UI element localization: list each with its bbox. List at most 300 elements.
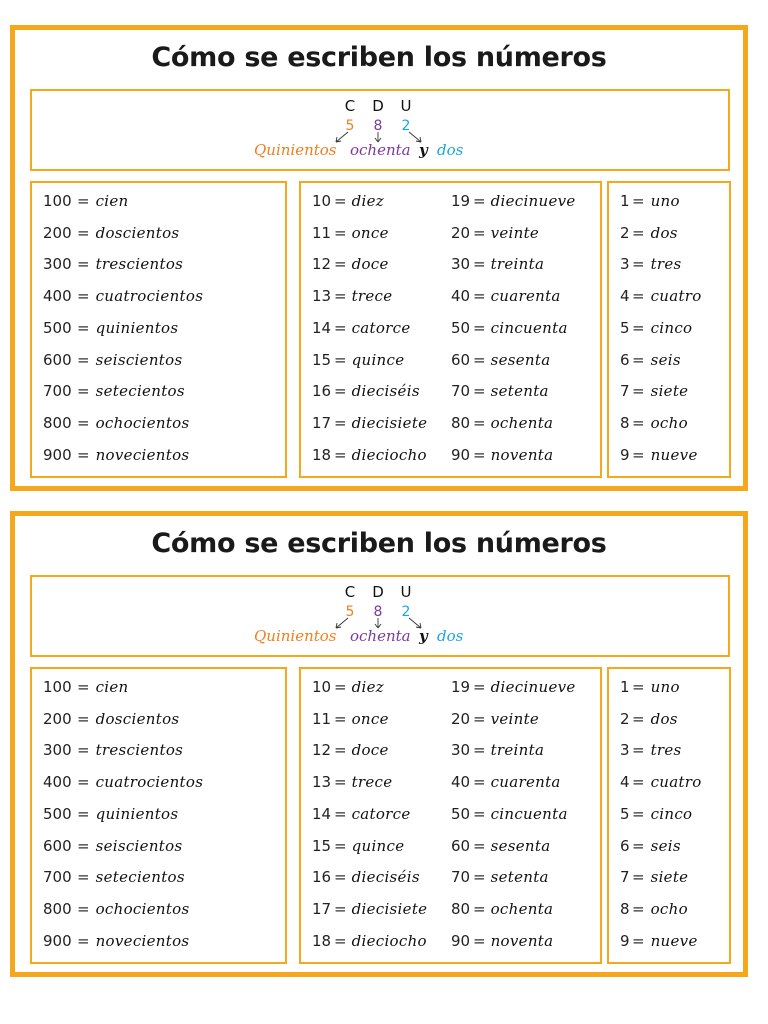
- number-word: ochocientos: [95, 899, 190, 918]
- number-value: 3: [620, 741, 630, 760]
- number-word: nueve: [650, 931, 698, 950]
- equals-sign: =: [473, 192, 486, 210]
- number-word: cuatro: [650, 287, 702, 306]
- number-word: siete: [650, 382, 689, 401]
- number-value: 1: [620, 192, 630, 210]
- equals-sign: =: [632, 223, 645, 242]
- number-row: [451, 191, 576, 211]
- number-row: [312, 413, 427, 433]
- number-value: 200: [43, 709, 72, 728]
- number-value: 15: [312, 350, 332, 369]
- number-value: 17: [312, 413, 332, 432]
- number-value: 700: [43, 382, 72, 401]
- equals-sign: =: [473, 931, 486, 950]
- equals-sign: =: [632, 931, 645, 950]
- number-word: seis: [650, 836, 681, 855]
- number-row: [451, 254, 544, 274]
- number-value: 500: [43, 804, 72, 823]
- number-word: ochenta: [490, 899, 554, 918]
- number-word: treinta: [490, 741, 545, 760]
- number-row: [312, 899, 427, 919]
- number-row: [451, 709, 539, 729]
- number-word: cuarenta: [490, 773, 561, 792]
- number-row: [620, 254, 682, 274]
- number-row: [43, 445, 189, 465]
- number-word: seis: [650, 350, 681, 369]
- equals-sign: =: [473, 741, 486, 760]
- equals-sign: =: [334, 709, 347, 728]
- number-value: 500: [43, 318, 72, 337]
- place-value-diagram: [32, 577, 728, 655]
- digit-units: 2: [401, 604, 411, 620]
- units-box: [607, 181, 731, 478]
- number-value: 2: [620, 223, 630, 242]
- number-row: [451, 931, 553, 951]
- number-row: [43, 740, 183, 760]
- number-word: dieciséis: [351, 868, 420, 887]
- number-row: [43, 772, 203, 792]
- number-value: 12: [312, 255, 332, 274]
- equals-sign: =: [632, 868, 645, 887]
- equals-sign: =: [473, 709, 486, 728]
- number-value: 13: [312, 287, 332, 306]
- word-hundreds: Quinientos: [254, 141, 337, 159]
- hundreds-box: [30, 181, 287, 478]
- number-word: sesenta: [490, 350, 551, 369]
- number-value: 90: [451, 931, 471, 950]
- equals-sign: =: [77, 868, 90, 887]
- number-word: dos: [650, 223, 678, 242]
- number-value: 11: [312, 223, 332, 242]
- equals-sign: =: [473, 413, 486, 432]
- number-word: doce: [351, 255, 389, 274]
- number-word: tres: [650, 741, 682, 760]
- equals-sign: =: [632, 709, 645, 728]
- equals-sign: =: [334, 192, 347, 210]
- number-row: [620, 350, 681, 370]
- equals-sign: =: [77, 413, 90, 432]
- number-word: cincuenta: [490, 318, 568, 337]
- number-row: [43, 867, 185, 887]
- equals-sign: =: [473, 318, 486, 337]
- number-word: diecisiete: [351, 413, 428, 432]
- equals-sign: =: [473, 899, 486, 918]
- number-value: 80: [451, 899, 471, 918]
- number-value: 60: [451, 350, 471, 369]
- number-value: 9: [620, 445, 630, 464]
- number-word: tres: [650, 255, 682, 274]
- equals-sign: =: [77, 709, 90, 728]
- equals-sign: =: [334, 255, 347, 274]
- equals-sign: =: [77, 192, 90, 210]
- number-value: 300: [43, 255, 72, 274]
- equals-sign: =: [473, 773, 486, 792]
- number-word: cinco: [650, 318, 693, 337]
- number-row: [43, 709, 179, 729]
- equals-sign: =: [473, 350, 486, 369]
- number-card: [10, 511, 748, 977]
- number-row: [43, 223, 179, 243]
- number-word: diez: [351, 678, 384, 696]
- number-word: catorce: [351, 804, 411, 823]
- number-word: once: [351, 223, 389, 242]
- number-value: 400: [43, 773, 72, 792]
- equals-sign: =: [632, 192, 645, 210]
- equals-sign: =: [77, 223, 90, 242]
- number-word: novecientos: [95, 445, 190, 464]
- number-value: 19: [451, 678, 471, 696]
- equals-sign: =: [77, 931, 90, 950]
- tens-box: [299, 181, 602, 478]
- number-row: [451, 286, 561, 306]
- number-word: doscientos: [95, 223, 180, 242]
- equals-sign: =: [334, 678, 347, 696]
- number-value: 1: [620, 678, 630, 696]
- number-word: trescientos: [95, 741, 184, 760]
- number-value: 40: [451, 773, 471, 792]
- number-word: ochenta: [490, 413, 554, 432]
- number-row: [451, 413, 553, 433]
- header-c: C: [344, 97, 356, 115]
- number-word: doscientos: [95, 709, 180, 728]
- number-value: 19: [451, 192, 471, 210]
- number-word: veinte: [490, 709, 540, 728]
- hundreds-box: [30, 667, 287, 964]
- number-value: 3: [620, 255, 630, 274]
- number-value: 18: [312, 931, 332, 950]
- equals-sign: =: [77, 773, 90, 792]
- number-row: [312, 867, 420, 887]
- place-value-example: [30, 89, 730, 171]
- number-word: cien: [95, 678, 129, 696]
- number-word: cien: [95, 192, 129, 210]
- equals-sign: =: [473, 868, 486, 887]
- word-hundreds: Quinientos: [254, 627, 337, 645]
- equals-sign: =: [334, 287, 347, 306]
- number-word: sesenta: [490, 836, 551, 855]
- number-value: 16: [312, 868, 332, 887]
- number-row: [620, 318, 692, 338]
- number-row: [312, 931, 427, 951]
- number-word: setecientos: [95, 868, 185, 887]
- number-value: 80: [451, 413, 471, 432]
- number-value: 800: [43, 413, 72, 432]
- equals-sign: =: [334, 804, 347, 823]
- number-row: [312, 677, 384, 697]
- equals-sign: =: [77, 741, 90, 760]
- number-row: [451, 381, 549, 401]
- number-row: [312, 191, 384, 211]
- header-u: U: [400, 97, 412, 115]
- equals-sign: =: [632, 255, 645, 274]
- number-row: [43, 286, 203, 306]
- number-word: nueve: [650, 445, 698, 464]
- equals-sign: =: [334, 899, 347, 918]
- number-value: 7: [620, 382, 630, 401]
- equals-sign: =: [77, 804, 90, 823]
- number-word: dieciocho: [351, 445, 427, 464]
- number-row: [312, 254, 389, 274]
- equals-sign: =: [632, 773, 645, 792]
- number-word: uno: [650, 192, 680, 210]
- number-row: [620, 223, 678, 243]
- equals-sign: =: [473, 287, 486, 306]
- number-word: diez: [351, 192, 384, 210]
- number-word: setecientos: [95, 382, 185, 401]
- number-row: [451, 677, 576, 697]
- number-word: quinientos: [95, 318, 179, 337]
- number-row: [312, 381, 420, 401]
- number-value: 4: [620, 287, 630, 306]
- number-word: dos: [650, 709, 678, 728]
- number-row: [620, 677, 680, 697]
- equals-sign: =: [334, 836, 347, 855]
- number-value: 4: [620, 773, 630, 792]
- number-row: [620, 286, 702, 306]
- equals-sign: =: [77, 382, 90, 401]
- number-row: [620, 867, 688, 887]
- number-value: 300: [43, 741, 72, 760]
- number-value: 30: [451, 255, 471, 274]
- digit-hundreds: 5: [345, 604, 355, 620]
- number-row: [43, 931, 189, 951]
- number-row: [451, 740, 544, 760]
- number-word: diecisiete: [351, 899, 428, 918]
- number-row: [43, 899, 190, 919]
- card-title: Cómo se escriben los números: [151, 42, 607, 73]
- number-word: trece: [351, 773, 393, 792]
- number-value: 70: [451, 382, 471, 401]
- equals-sign: =: [632, 382, 645, 401]
- number-word: seiscientos: [95, 350, 183, 369]
- number-word: quinientos: [95, 804, 179, 823]
- number-value: 40: [451, 287, 471, 306]
- number-row: [43, 254, 183, 274]
- equals-sign: =: [632, 836, 645, 855]
- equals-sign: =: [334, 350, 347, 369]
- number-value: 600: [43, 350, 72, 369]
- equals-sign: =: [473, 836, 486, 855]
- number-value: 200: [43, 223, 72, 242]
- number-word: siete: [650, 868, 689, 887]
- number-value: 17: [312, 899, 332, 918]
- equals-sign: =: [334, 741, 347, 760]
- number-value: 13: [312, 773, 332, 792]
- number-row: [43, 677, 129, 697]
- equals-sign: =: [632, 413, 645, 432]
- number-row: [620, 931, 698, 951]
- number-word: ocho: [650, 413, 688, 432]
- equals-sign: =: [632, 350, 645, 369]
- number-value: 20: [451, 709, 471, 728]
- number-value: 20: [451, 223, 471, 242]
- number-value: 50: [451, 318, 471, 337]
- number-word: quince: [351, 350, 405, 369]
- number-value: 10: [312, 192, 332, 210]
- equals-sign: =: [334, 413, 347, 432]
- number-row: [312, 318, 411, 338]
- number-word: seiscientos: [95, 836, 183, 855]
- number-row: [620, 445, 698, 465]
- word-units: dos: [437, 141, 464, 159]
- number-row: [312, 709, 389, 729]
- number-word: noventa: [490, 931, 554, 950]
- number-word: noventa: [490, 445, 554, 464]
- header-c: C: [344, 583, 356, 601]
- word-y: y: [419, 627, 428, 645]
- equals-sign: =: [473, 382, 486, 401]
- number-word: cuatro: [650, 773, 702, 792]
- number-value: 400: [43, 287, 72, 306]
- number-value: 5: [620, 318, 630, 337]
- tens-box: [299, 667, 602, 964]
- equals-sign: =: [77, 350, 90, 369]
- equals-sign: =: [334, 445, 347, 464]
- number-word: setenta: [490, 382, 549, 401]
- card-title: Cómo se escriben los números: [151, 528, 607, 559]
- equals-sign: =: [632, 318, 645, 337]
- equals-sign: =: [77, 899, 90, 918]
- number-word: dieciséis: [351, 382, 420, 401]
- equals-sign: =: [473, 255, 486, 274]
- number-row: [43, 381, 185, 401]
- number-row: [451, 445, 553, 465]
- equals-sign: =: [473, 445, 486, 464]
- equals-sign: =: [77, 445, 90, 464]
- word-tens: ochenta: [350, 141, 411, 159]
- number-value: 8: [620, 899, 630, 918]
- number-row: [620, 804, 692, 824]
- number-card: [10, 25, 748, 491]
- equals-sign: =: [334, 223, 347, 242]
- number-value: 15: [312, 836, 332, 855]
- number-word: ochocientos: [95, 413, 190, 432]
- equals-sign: =: [77, 255, 90, 274]
- header-u: U: [400, 583, 412, 601]
- number-word: novecientos: [95, 931, 190, 950]
- number-row: [312, 740, 389, 760]
- number-row: [451, 804, 568, 824]
- word-tens: ochenta: [350, 627, 411, 645]
- number-value: 10: [312, 678, 332, 696]
- number-row: [620, 381, 688, 401]
- word-y: y: [419, 141, 428, 159]
- number-word: setenta: [490, 868, 549, 887]
- number-value: 70: [451, 868, 471, 887]
- digit-tens: 8: [373, 118, 383, 134]
- number-row: [43, 191, 129, 211]
- number-row: [312, 286, 392, 306]
- number-value: 11: [312, 709, 332, 728]
- number-row: [451, 867, 549, 887]
- number-word: treinta: [490, 255, 545, 274]
- digit-hundreds: 5: [345, 118, 355, 134]
- number-word: catorce: [351, 318, 411, 337]
- number-word: diecinueve: [490, 678, 576, 696]
- number-row: [620, 772, 702, 792]
- number-row: [451, 772, 561, 792]
- number-value: 8: [620, 413, 630, 432]
- header-d: D: [372, 583, 384, 601]
- number-value: 60: [451, 836, 471, 855]
- number-value: 5: [620, 804, 630, 823]
- digit-units: 2: [401, 118, 411, 134]
- equals-sign: =: [77, 318, 90, 337]
- equals-sign: =: [334, 382, 347, 401]
- number-value: 90: [451, 445, 471, 464]
- number-row: [312, 223, 389, 243]
- equals-sign: =: [334, 318, 347, 337]
- number-value: 6: [620, 350, 630, 369]
- equals-sign: =: [473, 223, 486, 242]
- place-value-example: [30, 575, 730, 657]
- number-value: 2: [620, 709, 630, 728]
- place-value-diagram: [32, 91, 728, 169]
- number-value: 6: [620, 836, 630, 855]
- number-row: [451, 223, 539, 243]
- equals-sign: =: [334, 773, 347, 792]
- number-value: 900: [43, 931, 72, 950]
- number-row: [451, 350, 550, 370]
- number-row: [451, 899, 553, 919]
- number-value: 12: [312, 741, 332, 760]
- equals-sign: =: [632, 899, 645, 918]
- number-row: [451, 836, 550, 856]
- number-row: [620, 836, 681, 856]
- number-word: dieciocho: [351, 931, 427, 950]
- number-value: 600: [43, 836, 72, 855]
- equals-sign: =: [632, 287, 645, 306]
- digit-tens: 8: [373, 604, 383, 620]
- equals-sign: =: [334, 931, 347, 950]
- word-units: dos: [437, 627, 464, 645]
- number-word: once: [351, 709, 389, 728]
- number-value: 16: [312, 382, 332, 401]
- number-word: veinte: [490, 223, 540, 242]
- number-row: [620, 413, 688, 433]
- number-word: cincuenta: [490, 804, 568, 823]
- number-value: 100: [43, 192, 72, 210]
- number-value: 7: [620, 868, 630, 887]
- number-word: diecinueve: [490, 192, 576, 210]
- number-word: doce: [351, 741, 389, 760]
- equals-sign: =: [632, 678, 645, 696]
- number-row: [312, 350, 404, 370]
- number-word: uno: [650, 678, 680, 696]
- number-value: 14: [312, 318, 332, 337]
- number-row: [451, 318, 568, 338]
- number-row: [620, 740, 682, 760]
- number-word: trece: [351, 287, 393, 306]
- number-row: [43, 413, 190, 433]
- number-value: 700: [43, 868, 72, 887]
- number-row: [620, 709, 678, 729]
- number-value: 14: [312, 804, 332, 823]
- number-row: [312, 445, 427, 465]
- number-word: quince: [351, 836, 405, 855]
- number-row: [43, 318, 178, 338]
- equals-sign: =: [473, 804, 486, 823]
- number-value: 900: [43, 445, 72, 464]
- number-word: cuatrocientos: [95, 773, 204, 792]
- number-row: [43, 804, 178, 824]
- number-value: 9: [620, 931, 630, 950]
- equals-sign: =: [632, 445, 645, 464]
- equals-sign: =: [77, 678, 90, 696]
- number-row: [312, 804, 411, 824]
- number-word: trescientos: [95, 255, 184, 274]
- number-word: cuatrocientos: [95, 287, 204, 306]
